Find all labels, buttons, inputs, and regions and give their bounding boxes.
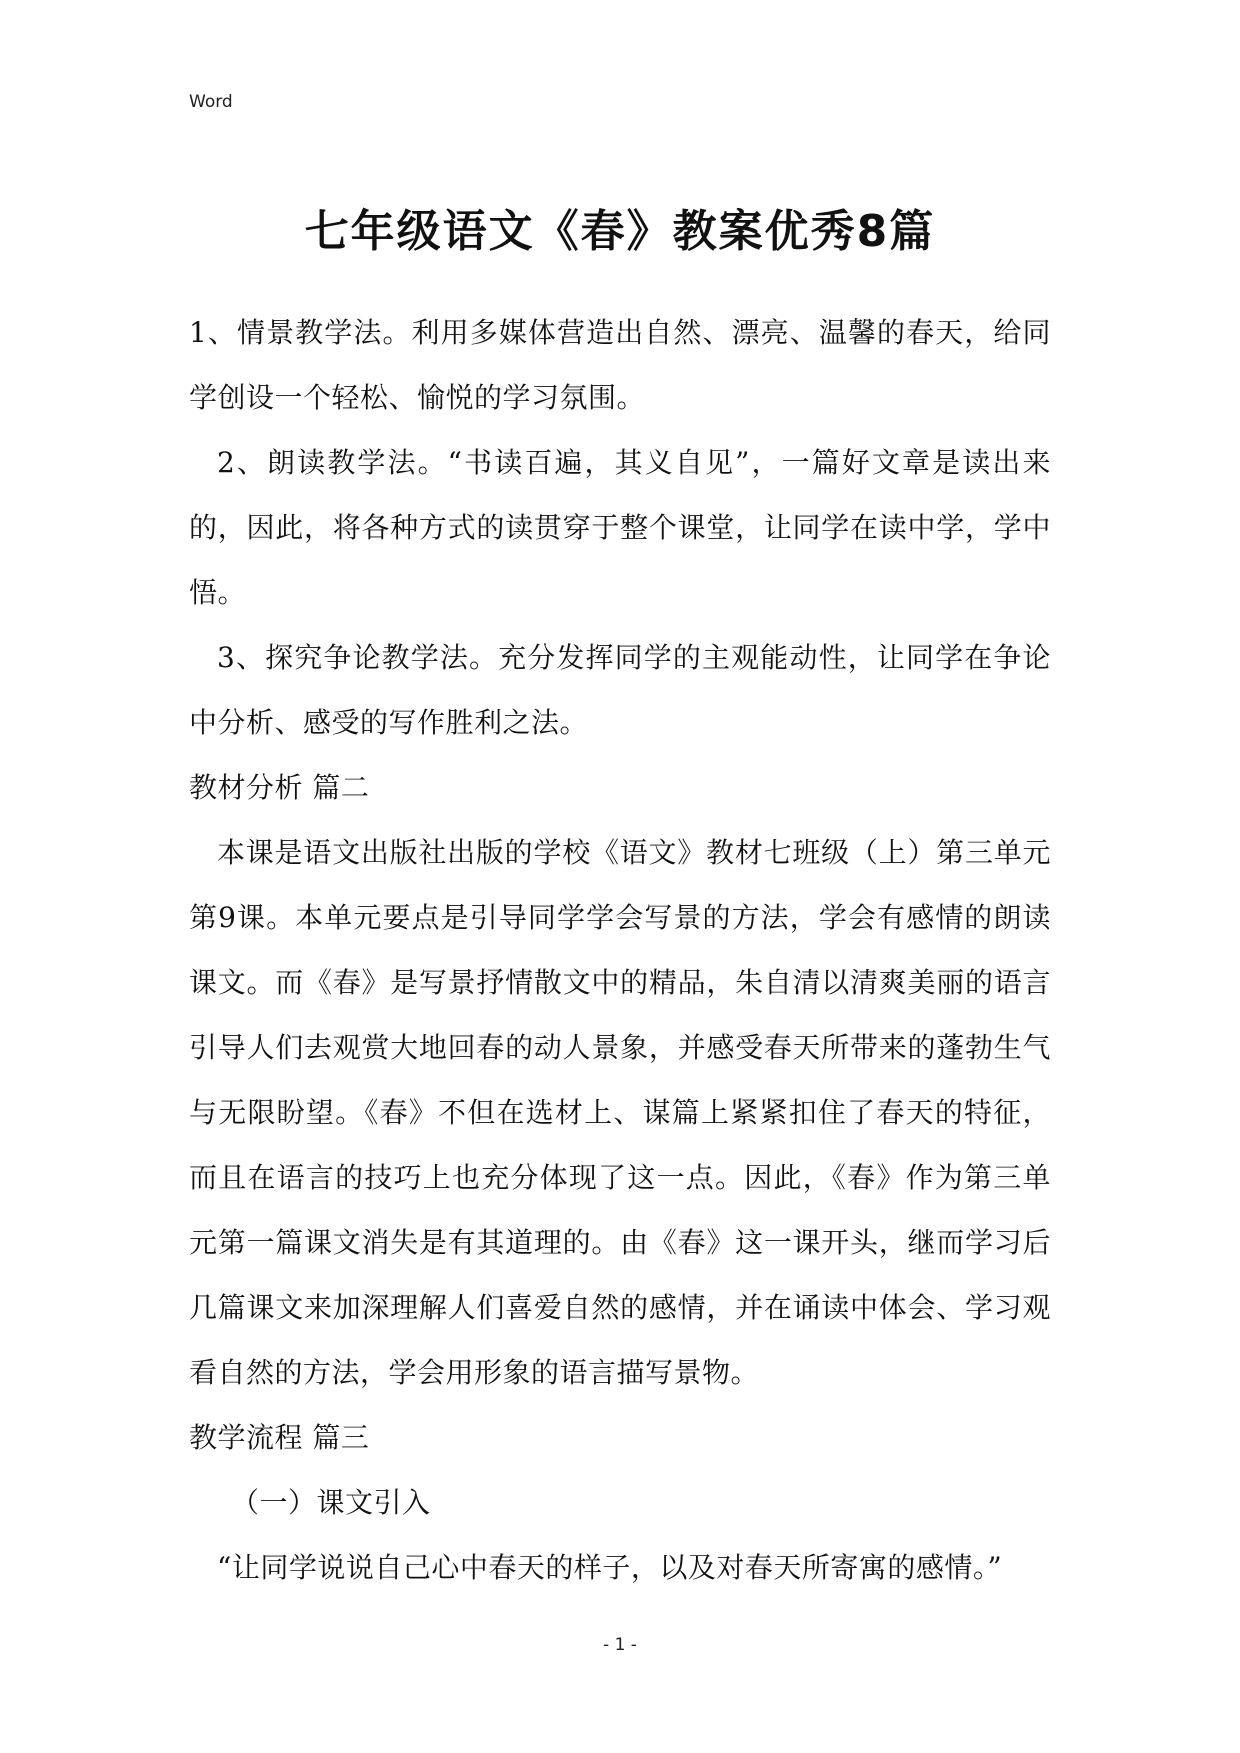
page-number: - 1 - <box>603 1635 637 1655</box>
document-body <box>189 300 1051 1600</box>
document-header: Word <box>189 92 233 112</box>
paragraph-method-1: 1、情景教学法。利用多媒体营造出自然、漂亮、温馨的春天，给同学创设一个轻松、愉悦的学习氛围。 <box>189 316 1051 414</box>
section-heading-3: 教学流程 篇三 <box>189 1421 370 1454</box>
paragraph-intro-quote: “让同学说说自己心中春天的样子，以及对春天所寄寓的感情。” <box>217 1551 1003 1584</box>
paragraph-method-3: 3、探究争论教学法。充分发挥同学的主观能动性，让同学在争论中分析、感受的写作胜利之法。 <box>189 641 1051 739</box>
paragraph-method-2: 2、朗读教学法。“书读百遍，其义自见”，一篇好文章是读出来的，因此，将各种方式的读贯穿于整个课堂，让同学在读中学，学中悟。 <box>189 446 1051 609</box>
subheading-intro: （一）课文引入 <box>231 1486 431 1519</box>
paragraph-material-analysis: 本课是语文出版社出版的学校《语文》教材七班级（上）第三单元第9课。本单元要点是引导同学学会写景的方法，学会有感情的朗读课文。而《春》是写景抒情散文中的精品，朱自清以清爽美丽的语言引导人们去观赏大地回春的动人景象，并感受春天所带来的蓬勃生气与无限盼望。《春》不但在选材上、谋篇上紧紧扣住了春天的特征，而且在语言的技巧上也充分体现了这一点。因此，《春》作为第三单元第一篇课文消失是有其道理的。由《春》这一课开头，继而学习后几篇课文来加深理解人们喜爱自然的感情，并在诵读中体会、学习观看自然的方法，学会用形象的语言描写景物。 <box>189 836 1051 1389</box>
section-heading-2: 教材分析 篇二 <box>189 771 370 804</box>
document-title: 七年级语文《春》教案优秀8篇 <box>304 206 936 257</box>
